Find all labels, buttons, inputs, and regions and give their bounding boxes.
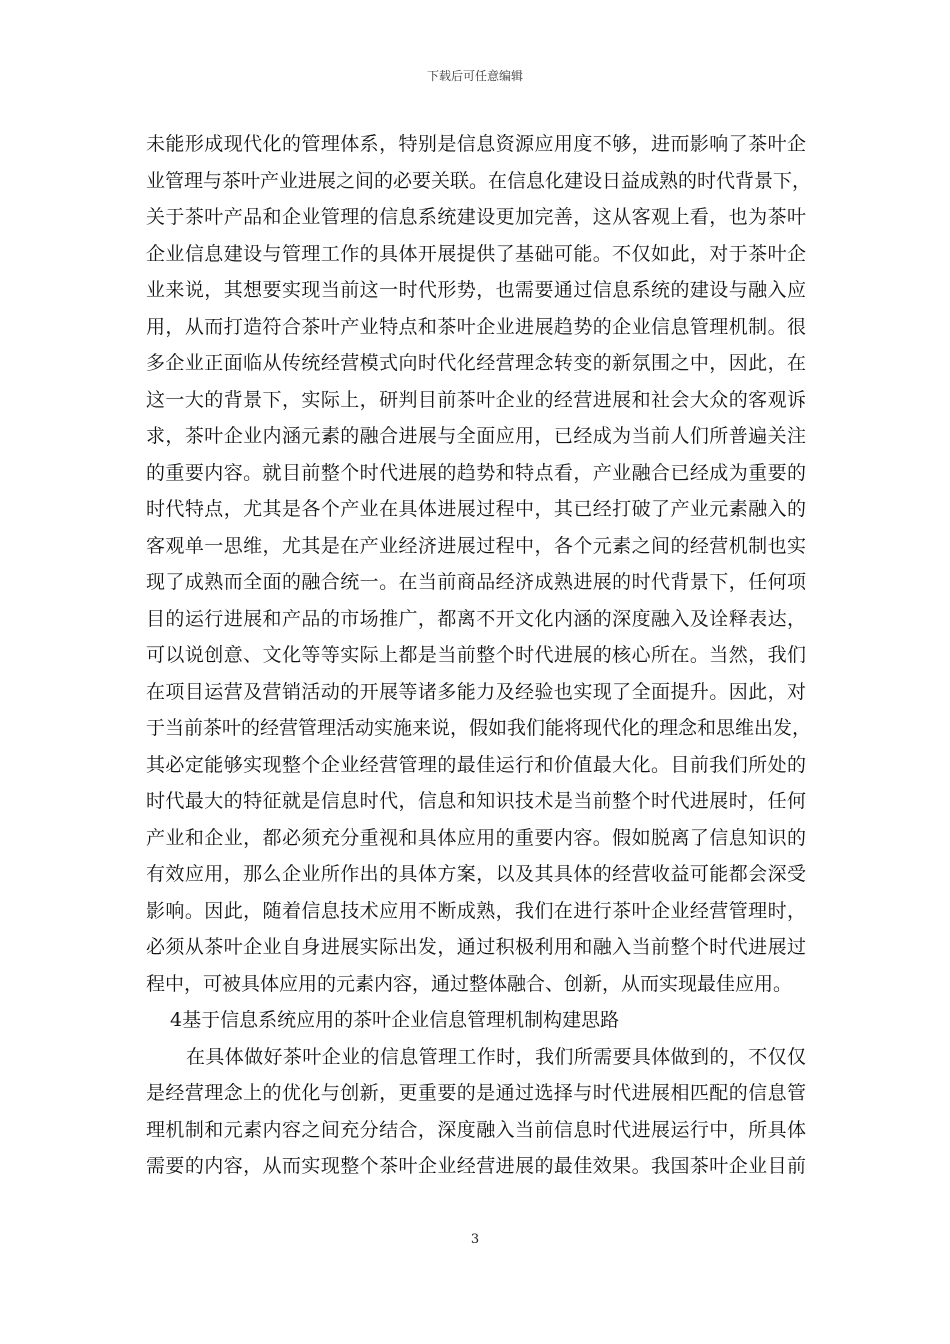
- page-header: 下载后可任意编辑: [426, 69, 523, 83]
- page-number: 3: [470, 1232, 480, 1247]
- body-line: 用，从而打造符合茶叶产业特点和茶叶企业进展趋势的企业信息管理机制。很: [146, 315, 806, 338]
- body-line: 客观单一思维，尤其是在产业经济进展过程中，各个元素之间的经营机制也实: [146, 534, 806, 557]
- body-line: 这一大的背景下，实际上，研判目前茶叶企业的经营进展和社会大众的客观诉: [146, 388, 806, 411]
- body-line: 业来说，其想要实现当前这一时代形势，也需要通过信息系统的建设与融入应: [146, 279, 806, 301]
- body-line: 于当前茶叶的经营管理活动实施来说，假如我们能将现代化的理念和思维出发，: [146, 717, 812, 739]
- body-line: 企业信息建设与管理工作的具体开展提供了基础可能。不仅如此，对于茶叶企: [146, 242, 806, 265]
- body-line: 未能形成现代化的管理体系，特别是信息资源应用度不够，进而影响了茶叶企: [146, 133, 806, 155]
- body-line: 是经营理念上的优化与创新，更重要的是通过选择与时代进展相匹配的信息管: [146, 1082, 806, 1104]
- body-line: 在具体做好茶叶企业的信息管理工作时，我们所需要具体做到的，不仅仅: [186, 1045, 806, 1068]
- body-line: 产业和企业，都必须充分重视和具体应用的重要内容。假如脱离了信息知识的: [146, 826, 806, 849]
- body-line: 关于茶叶产品和企业管理的信息系统建设更加完善，这从客观上看，也为茶叶: [146, 206, 806, 228]
- body-line: 时代特点，尤其是各个产业在具体进展过程中，其已经打破了产业元素融入的: [146, 498, 806, 520]
- body-line: 可以说创意、文化等等实际上都是当前整个时代进展的核心所在。当然，我们: [146, 644, 806, 666]
- document-body: [146, 126, 812, 1185]
- body-line: 有效应用，那么企业所作出的具体方案，以及其具体的经营收益可能都会深受: [146, 863, 806, 885]
- body-line: 必须从茶叶企业自身进展实际出发，通过积极利用和融入当前整个时代进展过: [146, 936, 806, 958]
- body-line: 求，茶叶企业内涵元素的融合进展与全面应用，已经成为当前人们所普遍关注: [146, 425, 806, 447]
- body-line: 现了成熟而全面的融合统一。在当前商品经济成熟进展的时代背景下，任何项: [146, 571, 806, 593]
- body-line: 需要的内容，从而实现整个茶叶企业经营进展的最佳效果。我国茶叶企业目前: [146, 1155, 806, 1177]
- body-line: 时代最大的特征就是信息时代，信息和知识技术是当前整个时代进展时，任何: [146, 790, 806, 812]
- body-line: 多企业正面临从传统经营模式向时代化经营理念转变的新氛围之中，因此，在: [146, 352, 806, 374]
- body-line: 目的运行进展和产品的市场推广，都离不开文化内涵的深度融入及诠释表达，: [146, 607, 806, 630]
- body-line: 理机制和元素内容之间充分结合，深度融入当前信息时代进展运行中，所具体: [146, 1118, 806, 1141]
- body-line: 程中，可被具体应用的元素内容，通过整体融合、创新，从而实现最佳应用。: [146, 972, 793, 995]
- section-heading: 4基于信息系统应用的茶叶企业信息管理机制构建思路: [170, 1009, 620, 1031]
- body-line: 的重要内容。就目前整个时代进展的趋势和特点看，产业融合已经成为重要的: [146, 461, 806, 484]
- body-line: 在项目运营及营销活动的开展等诸多能力及经验也实现了全面提升。因此，对: [146, 680, 806, 703]
- body-line: 影响。因此，随着信息技术应用不断成熟，我们在进行茶叶企业经营管理时，: [146, 899, 806, 922]
- body-line: 其必定能够实现整个企业经营管理的最佳运行和价值最大化。目前我们所处的: [146, 753, 806, 776]
- body-line: 业管理与茶叶产业进展之间的必要关联。在信息化建设日益成熟的时代背景下，: [146, 169, 812, 192]
